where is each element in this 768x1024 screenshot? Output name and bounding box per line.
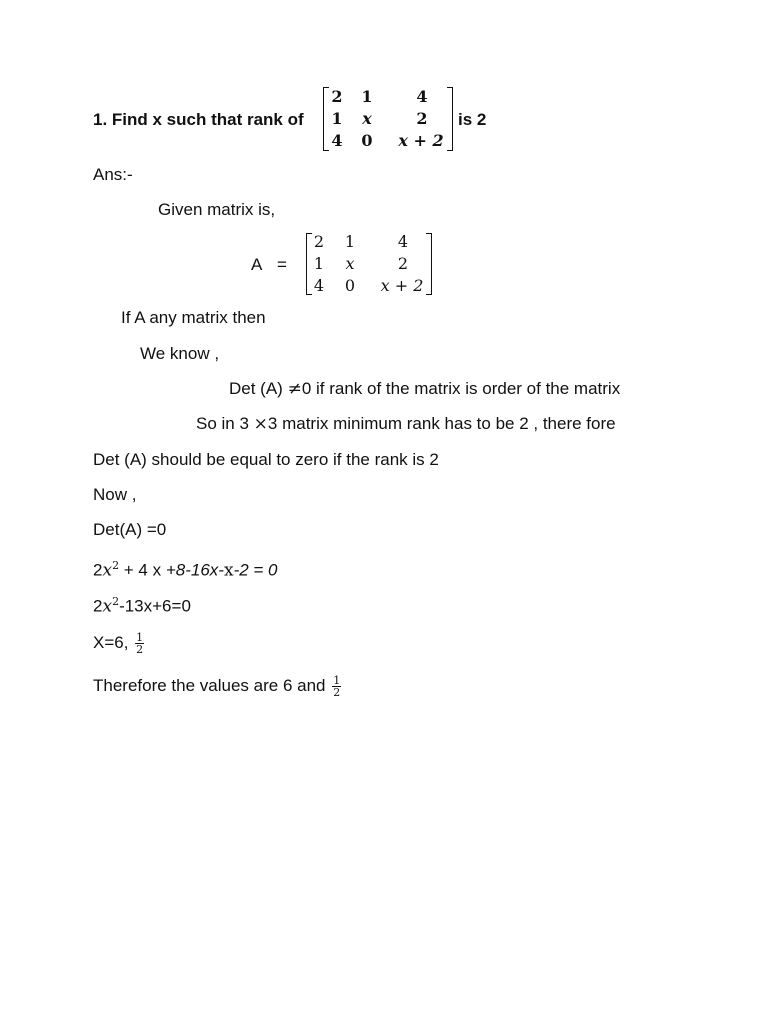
not-equal-symbol: ≠ (287, 379, 302, 399)
times-symbol: × (253, 414, 268, 434)
given-text: Given matrix is, (158, 200, 276, 219)
det-post: 0 if rank of the matrix is order of the matrix (301, 379, 621, 398)
eq2-rest: -13x+6=0 (119, 596, 191, 616)
matrix-cell: x (345, 254, 355, 273)
matrix-name: A (251, 255, 263, 274)
matrix-cell: 1 (361, 87, 373, 106)
equation-1 (93, 556, 278, 581)
if-line: If A any matrix then (121, 308, 266, 327)
solution-line (93, 630, 144, 656)
matrix-cell: 1 (331, 109, 343, 128)
so-line (196, 414, 616, 434)
matrix-cell: 1 (344, 232, 356, 251)
det-equation: Det(A) =0 (93, 520, 167, 539)
we-know-line: We know , (140, 344, 220, 363)
fraction (135, 632, 144, 655)
eq1-mid: + 4 x (119, 560, 166, 580)
matrix-cell: 1 (313, 254, 325, 273)
fraction-numerator: 1 (333, 674, 341, 688)
eq1-var: x (102, 560, 113, 581)
fraction-numerator: 1 (136, 631, 144, 645)
now-line: Now , (93, 485, 137, 504)
det-pre: Det (A) (229, 379, 288, 398)
matrix-cell: 4 (397, 232, 409, 251)
so-pre: So in 3 (196, 414, 254, 433)
equation-2 (93, 592, 191, 617)
matrix-cell: 4 (313, 276, 325, 295)
matrix-cell: x + 2 (398, 131, 444, 150)
det-zero-statement: Det (A) should be equal to zero if the rank is 2 (93, 450, 439, 469)
matrix-cell: x + 2 (380, 276, 424, 295)
answer-label: Ans:- (93, 165, 133, 184)
matrix-cell: x (362, 109, 372, 128)
question-text: 1. Find x such that rank of (93, 110, 304, 129)
equals-sign: = (277, 255, 287, 274)
fraction-denominator: 2 (136, 643, 144, 657)
question-suffix: is 2 (458, 110, 487, 129)
final-line (93, 673, 341, 699)
fraction (332, 675, 341, 698)
fraction-denominator: 2 (333, 686, 341, 700)
eq1-tail1: +8-16x- (165, 560, 224, 580)
eq1-exp: 2 (112, 559, 120, 572)
eq1-tail3: -2 = 0 (233, 560, 278, 580)
matrix-cell: 2 (313, 232, 325, 251)
matrix-cell: 2 (416, 109, 428, 128)
matrix-cell: 2 (397, 254, 409, 273)
eq2-coef: 2 (93, 596, 103, 616)
matrix-cell: 4 (416, 87, 428, 106)
answer-matrix (306, 233, 432, 295)
matrix-cell: 0 (344, 276, 356, 295)
question-matrix (323, 87, 453, 151)
final-text: Therefore the values are 6 and (93, 676, 331, 695)
so-post: 3 matrix minimum rank has to be 2 , there fore (267, 414, 616, 433)
solution-text: X=6, (93, 633, 134, 652)
det-condition-line (229, 379, 620, 399)
eq2-var: x (102, 596, 113, 617)
matrix-cell: 2 (331, 87, 343, 106)
matrix-cell: 4 (331, 131, 343, 150)
eq1-coef: 2 (93, 560, 103, 580)
eq2-exp: 2 (112, 595, 120, 608)
eq1-tail2: x (223, 560, 234, 581)
matrix-cell: 0 (361, 131, 373, 150)
